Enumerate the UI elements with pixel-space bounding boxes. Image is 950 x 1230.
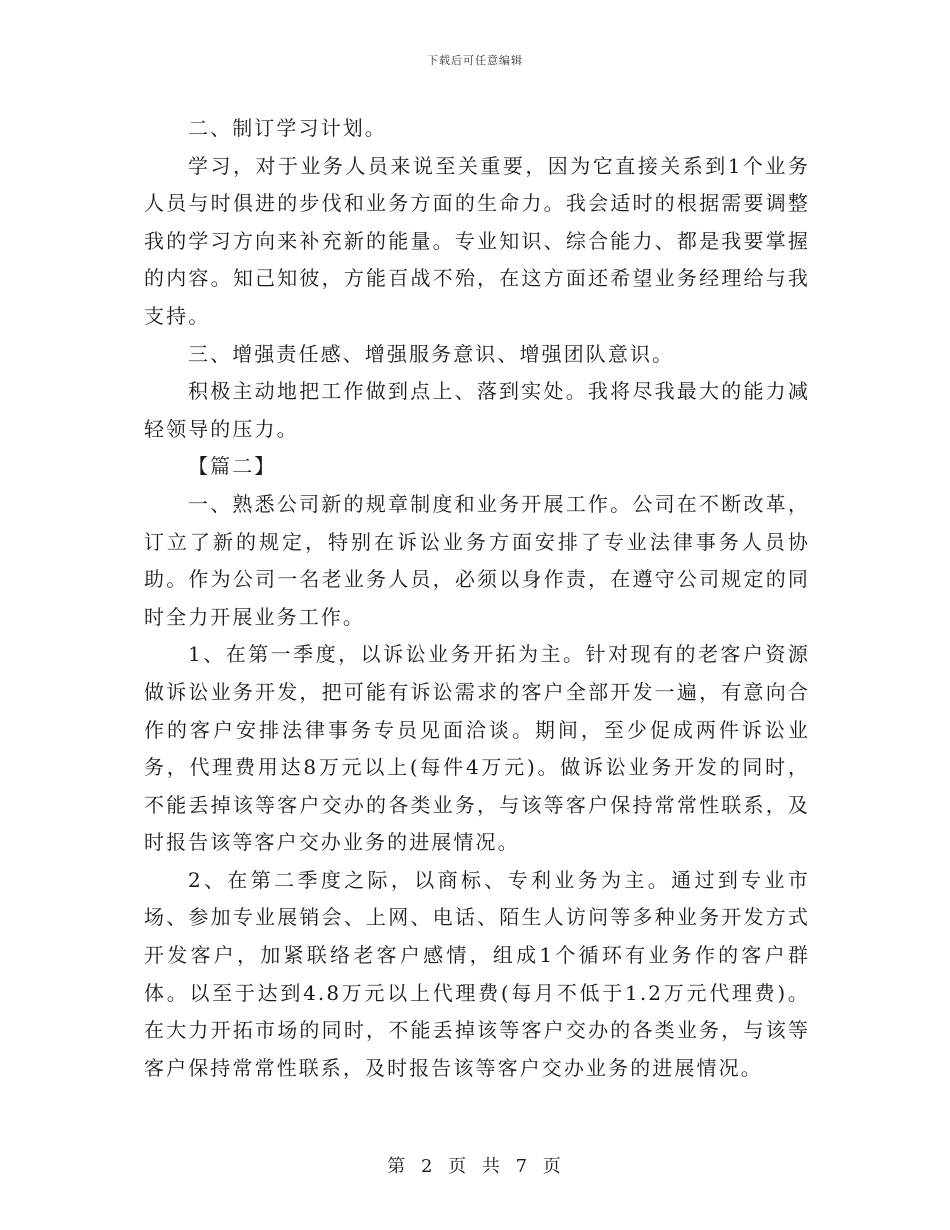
section-heading-responsibility: 三、增强责任感、增强服务意识、增强团队意识。 [188, 341, 675, 366]
chapter-heading-part-two: 【篇二】 [188, 454, 277, 479]
document-body [144, 110, 810, 1087]
paragraph-study: 学习，对于业务人员来说至关重要，因为它直接关系到1个业务人员与时俱进的步伐和业务方面的生命力。我会适时的根据需要调整我的学习方向来补充新的能量。专业知识、综合能力、都是我要掌握的内容。知己知彼，方能百战不殆，在这方面还希望业务经理给与我支持。 [144, 153, 810, 328]
paragraph-first-quarter: 1、在第一季度，以诉讼业务开拓为主。针对现有的老客户资源做诉讼业务开发，把可能有诉讼需求的客户全部开发一遍，有意向合作的客户安排法律事务专员见面洽谈。期间，至少促成两件诉讼业务，代理费用达8万元以上(每件4万元)。做诉讼业务开发的同时，不能丢掉该等客户交办的各类业务，与该等客户保持常常性联系，及时报告该等客户交办业务的进展情况。 [144, 642, 810, 855]
page-header-note: 下载后可任意编辑 [427, 54, 523, 67]
paragraph-company-rules: 一、熟悉公司新的规章制度和业务开展工作。公司在不断改革，订立了新的规定，特别在诉讼业务方面安排了专业法律事务人员协助。作为公司一名老业务人员，必须以身作责，在遵守公司规定的同时全力开展业务工作。 [144, 491, 810, 629]
page-number-footer: 第 2 页 共 7 页 [387, 1156, 563, 1177]
paragraph-second-quarter: 2、在第二季度之际，以商标、专利业务为主。通过到专业市场、参加专业展销会、上网、电话、陌生人访问等多种业务开发方式开发客户，加紧联络老客户感情，组成1个循环有业务作的客户群体。以至于达到4.8万元以上代理费(每月不低于1.2万元代理费)。在大力开拓市场的同时，不能丢掉该等客户交办的各类业务，与该等客户保持常常性联系，及时报告该等客户交办业务的进展情况。 [144, 867, 810, 1080]
section-heading-study-plan: 二、制订学习计划。 [188, 116, 387, 140]
paragraph-initiative: 积极主动地把工作做到点上、落到实处。我将尽我最大的能力减轻领导的压力。 [144, 379, 810, 441]
